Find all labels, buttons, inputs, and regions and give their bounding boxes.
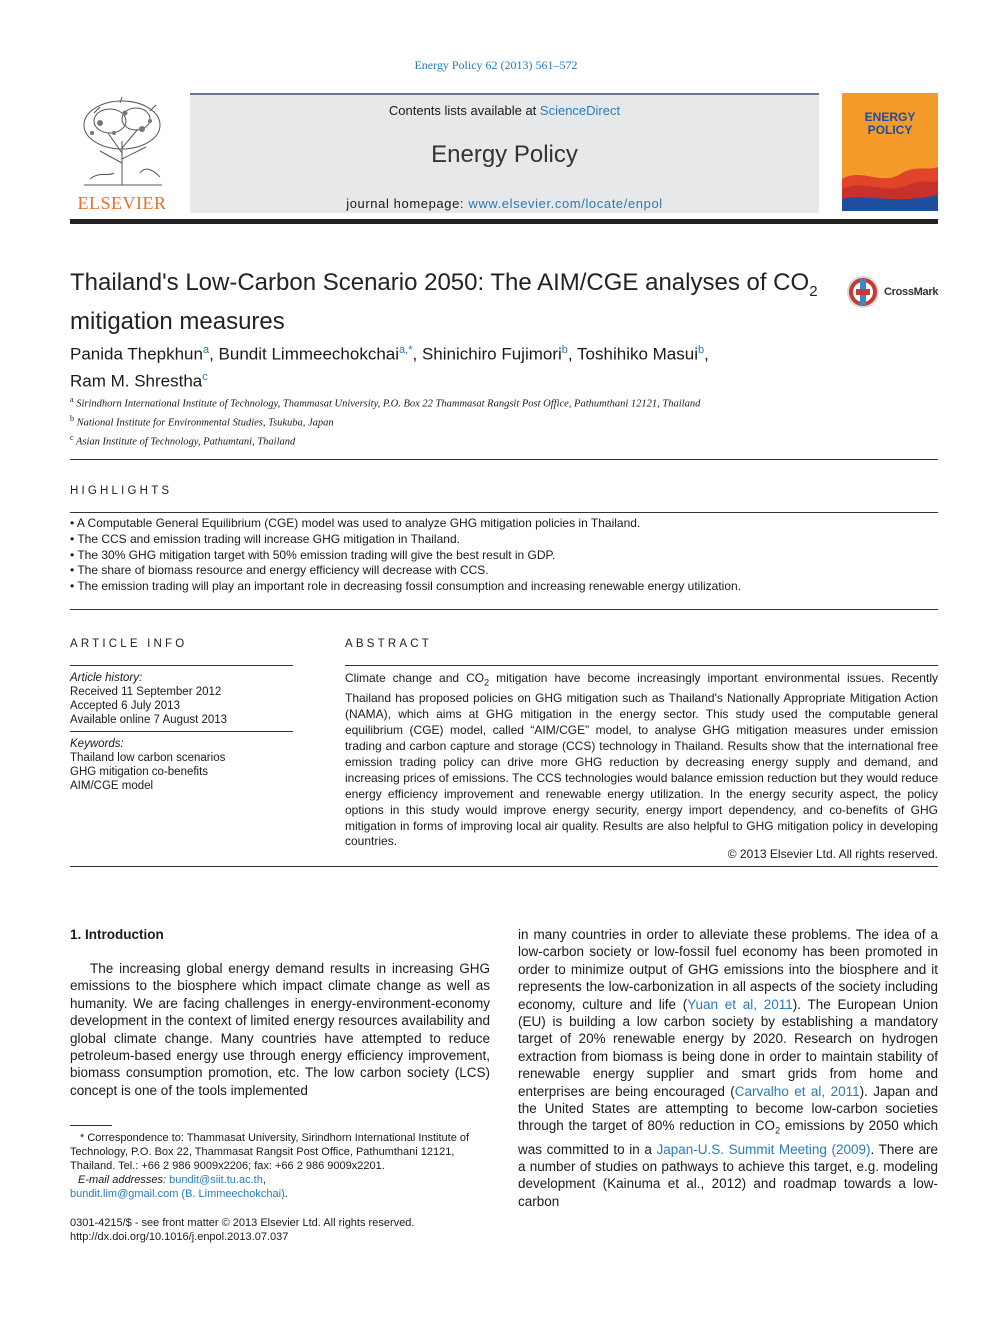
author-affil-sup[interactable]: b	[561, 344, 568, 356]
keyword: GHG mitigation co-benefits	[70, 766, 209, 778]
elsevier-wordmark: ELSEVIER	[77, 193, 167, 213]
front-matter	[70, 1216, 490, 1244]
email-line: E-mail addresses: bundit@siit.tu.ac.th,	[78, 1174, 266, 1186]
email-link[interactable]: bundit@siit.tu.ac.th	[169, 1174, 263, 1186]
journal-citation[interactable]: Energy Policy 62 (2013) 561–572	[414, 58, 578, 72]
elsevier-logo	[70, 93, 174, 213]
keyword: AIM/CGE model	[70, 780, 154, 792]
author[interactable]: Ram M. Shrestha	[70, 371, 203, 391]
crossmark-label: CrossMark	[884, 286, 939, 298]
abstract-body: Climate change and $CO_2$ mitigation have become increasingly important environmental issues. Recently Thailand has proposed policies on GHG mitigation such as Thailand's Nationally Appropriate Mitigation Action (NAMA), which aims at GHG mitigation in the energy sector. This study used the computable general equilibrium (CGE) model, called “AIM/CGE” model, to analyse GHG mitigation measures under emission trading and carbon capture and storage (CCS) technology in Thailand. Results show that the international free emission trading policy can drive more GHG reduction by decreasing energy supply and demand, and increasing prices of emissions. The CCS technologies would balance emission reduction but they would reduce energy efficiency improvement and renewable energy utilization. In the energy security aspect, the policy options in this study would improve energy security, energy import dependency, and co-benefits of GHG mitigation in forms of improving local air quality. Results are also helpful to GHG mitigation policy in developing countries.	[345, 671, 938, 849]
affiliations	[70, 393, 930, 450]
article-title	[70, 268, 820, 337]
article-info-heading: ARTICLE INFO	[70, 638, 188, 650]
highlight-item: • The CCS and emission trading will increase GHG mitigation in Thailand.	[70, 531, 460, 546]
divider	[70, 665, 293, 666]
homepage-line	[190, 196, 819, 211]
author-affil-sup[interactable]: a	[202, 344, 210, 356]
cover-wave-graphic	[842, 165, 938, 211]
highlight-item: • A Computable General Equilibrium (CGE) model was used to analyze GHG mitigation policies in Thailand.	[70, 516, 641, 530]
highlight-item: • The emission trading will play an important role in decreasing fossil consumption and increasing renewable energy utilization.	[70, 579, 742, 594]
author[interactable]: Toshihiko Masui	[577, 344, 698, 364]
divider	[70, 609, 938, 610]
issn-line: 0301-4215/$ - see front matter © 2013 Elsevier Ltd. All rights reserved.	[70, 1217, 415, 1229]
doi-link[interactable]: http://dx.doi.org/10.1016/j.enpol.2013.07.037	[70, 1231, 289, 1243]
keywords	[70, 737, 293, 793]
affiliation: $^b$ National Institute for Environmental Studies, Tsukuba, Japan	[70, 414, 334, 429]
highlight-item: • The share of biomass resource and energy efficiency will decrease with CCS.	[70, 563, 489, 578]
citation-link[interactable]: Japan-U.S. Summit Meeting (2009)	[656, 1141, 871, 1157]
crossmark-badge[interactable]	[846, 275, 941, 309]
cover-title-line2: POLICY	[867, 123, 913, 137]
email-link[interactable]: bundit.lim@gmail.com (B. Limmeechokchai)	[70, 1188, 285, 1200]
title-subscript: 2	[809, 282, 818, 300]
body-left-column: The increasing global energy demand results in increasing GHG emissions to the biosphere which impact climate change as well as humanity. We are facing challenges in energy-environment-economy development in the context of limited energy resources availability and global climate change. Many countries have attempted to reduce petroleum-based energy use through energy efficiency improvement, biomass consumption promotion, etc. The low carbon society (LCS) concept is one of the tools implemented	[70, 961, 490, 1098]
section-title: 1. Introduction	[70, 927, 164, 942]
citation-link[interactable]: Yuan et al, 2011	[687, 996, 793, 1012]
affiliation: $^a$ Sirindhorn International Institute of Technology, Thammasat University, P.O. Box 22 Thammasat Rangsit Post Office, Pathumthani 12121, Thailand	[70, 395, 701, 410]
author-affil-sup[interactable]: c	[202, 370, 208, 383]
header-divider	[70, 219, 938, 224]
keywords-label: Keywords:	[70, 738, 124, 750]
email-line-2: bundit.lim@gmail.com (B. Limmeechokchai).	[70, 1188, 288, 1200]
history-label: Article history:	[70, 672, 143, 684]
contents-line	[190, 103, 819, 118]
author[interactable]: Bundit Limmeechokchai	[218, 344, 400, 364]
divider	[70, 731, 293, 732]
divider	[70, 866, 938, 867]
accepted-date: Accepted 6 July 2013	[70, 700, 180, 712]
abstract-heading: ABSTRACT	[345, 638, 432, 650]
journal-name: Energy Policy	[431, 141, 578, 168]
correspondence-text: * Correspondence to: Thammasat University, Sirindhorn International Institute of Technology, P.O. Box 22, Thammasat Rangsit Post Office, Pathumthani 12121, Thailand. Tel.: +66 2 986 9009x2206; fax: +66 2 986 9009x2201.	[70, 1132, 470, 1172]
sciencedirect-link[interactable]: ScienceDirect	[539, 103, 621, 118]
article-history	[70, 671, 293, 727]
journal-cover	[842, 93, 938, 211]
cover-title	[842, 111, 938, 137]
received-date: Received 11 September 2012	[70, 686, 222, 698]
body-right-column: in many countries in order to alleviate these problems. The idea of a low-carbon society or low-fossil fuel economy has been promoted in order to minimize output of GHG emissions into the biosphere and it represents the low-carbonization in all aspects of the society including economy, culture and life (Yuan et al, 2011). The European Union (EU) is building a low carbon society by establishing a mandatory target of 20% renewable energy by 2020. Research on hydrogen extraction from biomass is being done in order to maintain stability of renewable energy supplier and smart grids from home and enterprises are being encouraged (Carvalho et al, 2011). Japan and the United States are attempting to become low-carbon societies through the target of 80% reduction in $CO_2$ emissions by 2050 which was committed to in a Japan-U.S. Summit Meeting (2009). There are a number of studies on pathways to achieve this target, e.g. modeling development (Kainuma et al., 2012) and roadmap towards a low-carbon	[518, 927, 939, 1209]
author[interactable]: Shinichiro Fujimori	[421, 344, 562, 364]
footnote-rule	[70, 1125, 112, 1126]
divider	[345, 665, 938, 666]
author[interactable]: Panida Thepkhun	[70, 344, 203, 364]
email-label: E-mail addresses:	[78, 1174, 170, 1186]
affiliation: $^c$ Asian Institute of Technology, Pathumtani, Thailand	[70, 433, 296, 448]
online-date: Available online 7 August 2013	[70, 714, 228, 726]
title-part1: Thailand's Low-Carbon Scenario 2050: The AIM/CGE analyses of CO	[70, 269, 810, 296]
homepage-link[interactable]: www.elsevier.com/locate/enpol	[468, 196, 663, 211]
highlights-list	[70, 516, 938, 595]
title-part2: mitigation measures	[70, 307, 285, 335]
citation-link[interactable]: Carvalho et al, 2011	[734, 1083, 860, 1099]
contents-prefix: Contents lists available at	[388, 103, 540, 118]
keyword: Thailand low carbon scenarios	[70, 752, 226, 764]
journal-banner	[190, 93, 819, 213]
abstract-copyright: © 2013 Elsevier Ltd. All rights reserved.	[727, 847, 938, 861]
elsevier-tree-icon	[70, 93, 174, 193]
highlight-item: • The 30% GHG mitigation target with 50% emission trading will give the best result in GDP.	[70, 547, 556, 562]
divider	[70, 512, 938, 513]
crossmark-icon	[846, 275, 880, 309]
homepage-prefix: journal homepage:	[346, 196, 469, 211]
cover-title-line1: ENERGY	[864, 110, 916, 124]
highlights-heading: HIGHLIGHTS	[70, 485, 173, 497]
author-list: Panida Thepkhun$^a$, Bundit Limmeechokchai$^{a,*}$, Shinichiro Fujimori$^b$, Toshihiko Masui$^b$, Ram M. Shrestha$^c$	[70, 344, 709, 391]
author-affil-sup[interactable]: a,*	[399, 344, 413, 356]
author-affil-sup[interactable]: b	[698, 344, 705, 356]
divider	[70, 459, 938, 460]
correspondence-footnote	[70, 1131, 490, 1201]
